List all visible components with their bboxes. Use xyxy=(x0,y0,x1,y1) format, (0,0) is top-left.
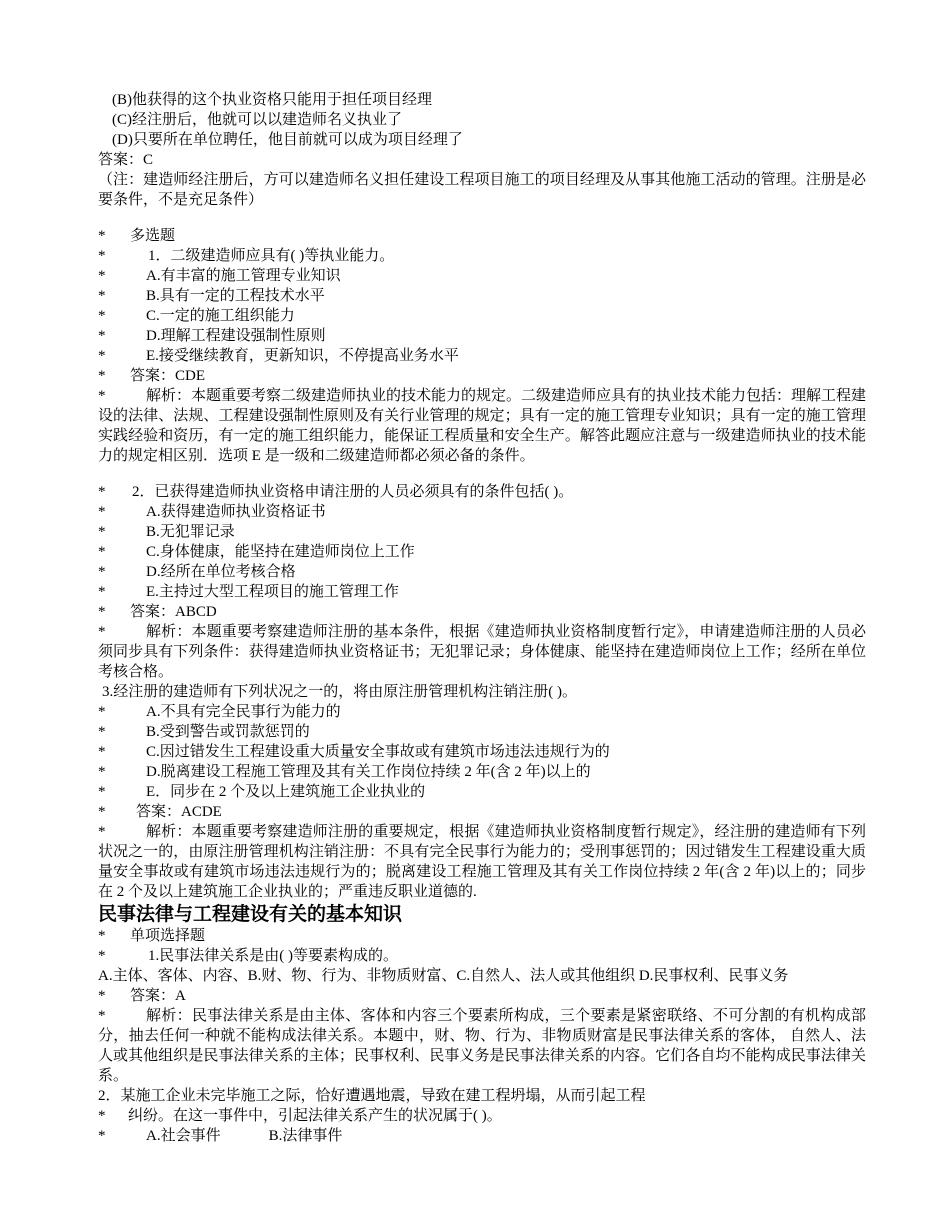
analysis-paragraph xyxy=(98,386,866,466)
bullet-star: * xyxy=(98,268,106,284)
option-line xyxy=(98,326,866,346)
option-line xyxy=(98,1126,866,1146)
option-line xyxy=(98,522,866,542)
bullet-star: * xyxy=(98,1108,106,1124)
option-text: C.身体健康，能坚持在建造师岗位上工作 xyxy=(146,544,415,560)
bullet-star: * xyxy=(98,1128,106,1144)
bullet-star: * xyxy=(98,704,106,720)
analysis-paragraph xyxy=(98,622,866,682)
bullet-star: * xyxy=(98,328,106,344)
bullet-star: * xyxy=(98,504,106,520)
answer-line xyxy=(98,366,866,386)
stem-text: 1．二级建造师应具有( )等执业能力。 xyxy=(148,248,395,264)
answer-text: 答案：A xyxy=(130,988,186,1004)
option-text: C.一定的施工组织能力 xyxy=(146,308,295,324)
bullet-star: * xyxy=(98,604,106,620)
option-line xyxy=(98,502,866,522)
option-line xyxy=(98,542,866,562)
bullet-star: * xyxy=(98,764,106,780)
option-text: A.社会事件 xyxy=(146,1128,221,1144)
option-b-line: (B)他获得的这个执业资格只能用于担任项目经理 xyxy=(112,92,432,108)
question-stem xyxy=(98,482,866,502)
bullet-star: * xyxy=(98,988,106,1004)
bullet-star: * xyxy=(98,784,106,800)
option-text: A.不具有完全民事行为能力的 xyxy=(146,704,341,720)
option-text: D.理解工程建设强制性原则 xyxy=(146,328,326,344)
option-text: B.具有一定的工程技术水平 xyxy=(146,288,325,304)
option-text: D.脱离建设工程施工管理及其有关工作岗位持续 2 年(含 2 年)以上的 xyxy=(146,764,591,780)
bullet-star: * xyxy=(98,348,106,364)
bullet-star: * xyxy=(98,824,106,840)
question-stem: 3.经注册的建造师有下列状况之一的，将由原注册管理机构注销注册( )。 xyxy=(102,684,577,700)
section-title: 民事法律与工程建设有关的基本知识 xyxy=(98,903,403,925)
option-line xyxy=(98,346,866,366)
option-line xyxy=(98,742,866,762)
analysis-text: 解析：本题重要考察建造师注册的重要规定，根据《建造师执业资格制度暂行规定》，经注册的建造师有下列状况之一的，由原注册管理机构注销注册：不具有完全民事行为能力的；受刑事惩罚的；因过错发生工程建设重大质量安全事故或有建筑市场违法违规行为的；脱离建设工程施工管理及其有关工作岗位持续 2 年(含 2 年)以上的；同步在 2 个及以上建筑施工企业执业的；严重违反职业道德的. xyxy=(98,824,866,900)
option-line xyxy=(98,266,866,286)
options-line: A.主体、客体、内容、B.财、物、行为、非物质财富、C.自然人、法人或其他组织 D.民事权利、民事义务 xyxy=(98,968,789,984)
option-text: E.接受继续教育，更新知识，不停提高业务水平 xyxy=(146,348,459,364)
answer-text: 答案：CDE xyxy=(130,368,206,384)
answer-line xyxy=(98,986,866,1006)
bullet-star: * xyxy=(98,228,106,244)
option-line xyxy=(98,702,866,722)
bullet-star: * xyxy=(98,1008,106,1024)
bullet-star: * xyxy=(98,564,106,580)
option-text: A.获得建造师执业资格证书 xyxy=(146,504,326,520)
bullet-star: * xyxy=(98,524,106,540)
option-text: E．同步在 2 个及以上建筑施工企业执业的 xyxy=(146,784,426,800)
section-heading-multi xyxy=(98,226,866,246)
option-line xyxy=(98,562,866,582)
option-line xyxy=(98,722,866,742)
question-stem xyxy=(98,946,866,966)
bullet-star: * xyxy=(98,544,106,560)
bullet-star: * xyxy=(98,584,106,600)
bullet-star: * xyxy=(98,248,106,264)
option-text: B.法律事件 xyxy=(268,1128,343,1144)
option-text: B.无犯罪记录 xyxy=(146,524,235,540)
question-stem-cont xyxy=(98,1106,866,1126)
option-c-line: (C)经注册后，他就可以以建造师名义执业了 xyxy=(112,112,402,128)
bullet-star: * xyxy=(98,948,106,964)
analysis-paragraph xyxy=(98,822,866,902)
option-text: D.经所在单位考核合格 xyxy=(146,564,296,580)
question-stem xyxy=(98,246,866,266)
bullet-star: * xyxy=(98,484,106,500)
document-page xyxy=(98,90,866,1146)
stem-text: 1.民事法律关系是由( )等要素构成的。 xyxy=(148,948,398,964)
bullet-star: * xyxy=(98,368,106,384)
bullet-star: * xyxy=(98,288,106,304)
note-paragraph: （注：建造师经注册后，方可以建造师名义担任建设工程项目施工的项目经理及从事其他施工活动的管理。注册是必要条件，不是充足条件） xyxy=(98,172,866,208)
option-text: B.受到警告或罚款惩罚的 xyxy=(146,724,310,740)
option-line xyxy=(98,306,866,326)
analysis-text: 解析：本题重要考察建造师注册的基本条件，根据《建造师执业资格制度暂行定》，申请建造师注册的人员必须同步具有下列条件：获得建造师执业资格证书；无犯罪记录；身体健康、能坚持在建造师岗位上工作；经所在单位考核合格。 xyxy=(98,624,866,680)
bullet-star: * xyxy=(98,804,106,820)
option-d-line: (D)只要所在单位聘任，他目前就可以成为项目经理了 xyxy=(112,132,463,148)
heading-text: 多选题 xyxy=(130,228,176,244)
option-text: C.因过错发生工程建设重大质量安全事故或有建筑市场违法违规行为的 xyxy=(146,744,610,760)
bullet-star: * xyxy=(98,928,106,944)
analysis-paragraph xyxy=(98,1006,866,1086)
option-text: E.主持过大型工程项目的施工管理工作 xyxy=(146,584,399,600)
answer-text: 答案：ABCD xyxy=(130,604,217,620)
answer-text: 答案：ACDE xyxy=(136,804,222,820)
analysis-text: 解析：本题重要考察二级建造师执业的技术能力的规定。二级建造师应具有的执业技术能力包括：理解工程建设的法律、法规、工程建设强制性原则及有关行业管理的规定；具有一定的施工管理专业知识；具有一定的施工管理实践经验和资历，有一定的施工组织能力，能保证工程质量和安全生产。解答此题应注意与一级建造师执业的技术能力的规定相区别．选项 E 是一级和二级建造师都必须必备的条件。 xyxy=(98,388,867,464)
answer-line xyxy=(98,602,866,622)
option-line xyxy=(98,286,866,306)
bullet-star: * xyxy=(98,744,106,760)
stem-text: 纠纷。在这一事件中，引起法律关系产生的状况属于( )。 xyxy=(128,1108,502,1124)
subheading-text: 单项选择题 xyxy=(130,928,206,944)
bullet-star: * xyxy=(98,388,106,404)
option-text: A.有丰富的施工管理专业知识 xyxy=(146,268,341,284)
bullet-star: * xyxy=(98,308,106,324)
answer-line xyxy=(98,802,866,822)
answer-line: 答案：C xyxy=(98,152,154,168)
analysis-text: 解析：民事法律关系是由主体、客体和内容三个要素所构成，三个要素是紧密联络、不可分割的有机构成部分，抽去任何一种就不能构成法律关系。本题中，财、物、行为、非物质财富是民事法律关系的客体， 自然人、法人或其他组织是民事法律关系的主体；民事权利、民事义务是民事法律关系的内容。它们各自均不能构成民事法律关系。 xyxy=(98,1008,866,1084)
bullet-star: * xyxy=(98,624,106,640)
question-stem: 2．某施工企业未完毕施工之际，恰好遭遇地震，导致在建工程坍塌，从而引起工程 xyxy=(98,1088,646,1104)
option-line xyxy=(98,582,866,602)
subheading-line xyxy=(98,926,866,946)
stem-text: 2．已获得建造师执业资格申请注册的人员必须具有的条件包括( )。 xyxy=(132,484,574,500)
option-line xyxy=(98,782,866,802)
bullet-star: * xyxy=(98,724,106,740)
option-line xyxy=(98,762,866,782)
